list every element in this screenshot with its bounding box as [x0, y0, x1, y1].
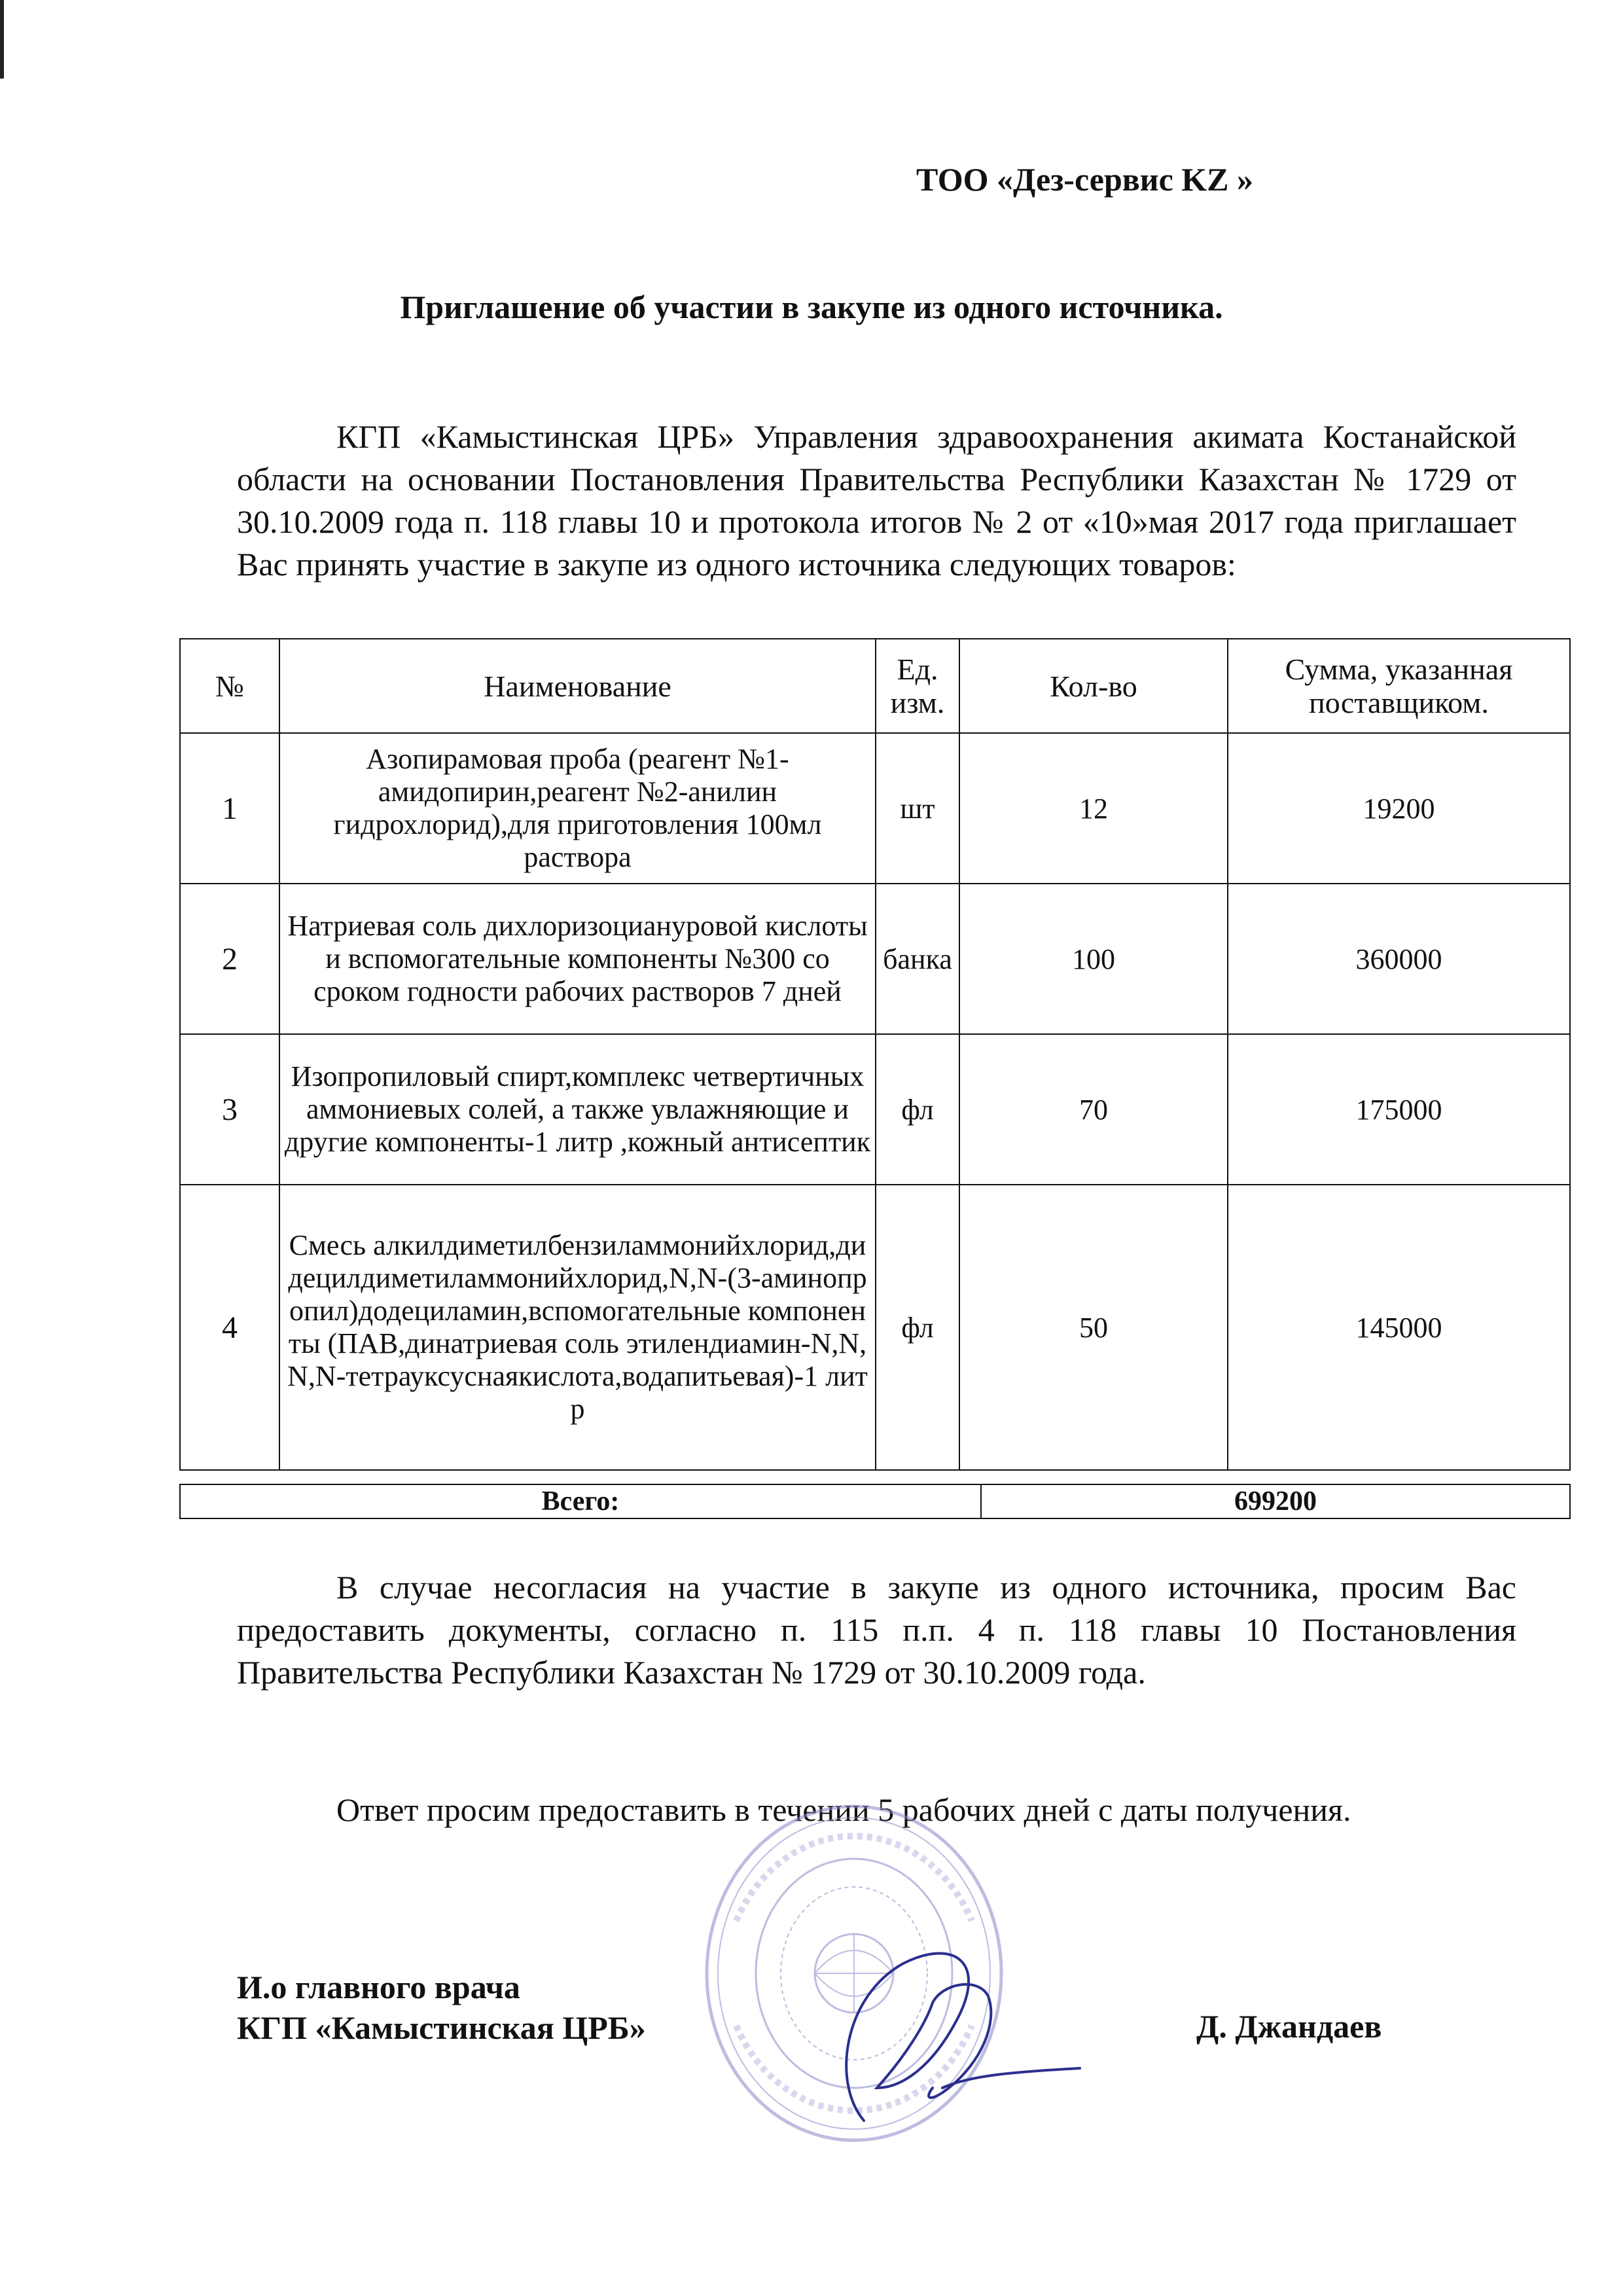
row-sum: 145000	[1228, 1185, 1570, 1470]
table-row	[180, 884, 1570, 1034]
row-sum: 19200	[1228, 733, 1570, 884]
table-row	[180, 733, 1570, 884]
row-unit: банка	[876, 884, 959, 1034]
addressee: ТОО «Дез-сервис KZ »	[916, 161, 1253, 198]
scan-edge-mark	[0, 0, 4, 79]
signatory-position-line1: И.о главного врача	[237, 1969, 520, 2005]
document-title: Приглашение об участии в закупе из одного источника.	[400, 289, 1223, 325]
intro-paragraph: КГП «Камыстинская ЦРБ» Управления здравоохранения акимата Костанайской области на основании Постановления Правительства Республики Казахстан № 1729 от 30.10.2009 года п. 118 главы 10 и протокола итогов № 2 от «10»мая 2017 года приглашает Вас принять участие в закупе из одного источника следующих товаров:	[237, 418, 1516, 583]
header-qty: Кол-во	[959, 639, 1228, 733]
header-num: №	[180, 639, 279, 733]
total-value: 699200	[981, 1484, 1570, 1518]
row-sum: 360000	[1228, 884, 1570, 1034]
row-name: Натриевая соль дихлоризоциануровой кислоты и вспомогательные компоненты №300 со сроком годности рабочих растворов 7 дней	[279, 884, 876, 1034]
row-qty: 50	[959, 1185, 1228, 1470]
row-num: 1	[180, 733, 279, 884]
table-row	[180, 1185, 1570, 1470]
row-qty: 100	[959, 884, 1228, 1034]
signatory-position-line2: КГП «Камыстинская ЦРБ»	[237, 2009, 646, 2046]
goods-table	[179, 638, 1571, 1471]
table-row	[180, 1034, 1570, 1185]
row-unit: фл	[876, 1034, 959, 1185]
row-unit: шт	[876, 733, 959, 884]
header-unit: Ед. изм.	[876, 639, 959, 733]
row-qty: 12	[959, 733, 1228, 884]
table-header-row	[180, 639, 1570, 733]
row-num: 2	[180, 884, 279, 1034]
row-name: Азопирамовая проба (реагент №1-амидопирин,реагент №2-анилин гидрохлорид),для приготовления 100мл раствора	[279, 733, 876, 884]
handwritten-signature	[792, 1924, 1093, 2134]
total-row	[179, 1484, 1571, 1519]
row-name: Изопропиловый спирт,комплекс четвертичных аммониевых солей, а также увлажняющие и другие компоненты-1 литр ,кожный антисептик	[279, 1034, 876, 1185]
row-num: 3	[180, 1034, 279, 1185]
row-name: Смесь алкилдиметилбензиламмонийхлорид,дидецилдиметиламмонийхлорид,N,N-(3-аминопропил)додециламин,вспомогательные компоненты (ПАВ,динатриевая соль этилендиамин-N,N,N,N-тетрауксуснаякислота,водапитьевая)-1 литр	[279, 1185, 876, 1470]
row-sum: 175000	[1228, 1034, 1570, 1185]
response-paragraph: Ответ просим предоставить в течении 5 рабочих дней с даты получения.	[336, 1791, 1351, 1828]
signatory-name: Д. Джандаев	[1196, 2008, 1382, 2045]
row-num: 4	[180, 1185, 279, 1470]
total-label: Всего:	[180, 1484, 981, 1518]
refusal-paragraph: В случае несогласия на участие в закупе из одного источника, просим Вас предоставить документы, согласно п. 115 п.п. 4 п. 118 главы 10 Постановления Правительства Республики Казахстан № 1729 от 30.10.2009 года.	[237, 1569, 1516, 1691]
header-name: Наименование	[279, 639, 876, 733]
header-sum: Сумма, указанная поставщиком.	[1228, 639, 1570, 733]
row-unit: фл	[876, 1185, 959, 1470]
row-qty: 70	[959, 1034, 1228, 1185]
signatory-position	[237, 1967, 646, 2048]
